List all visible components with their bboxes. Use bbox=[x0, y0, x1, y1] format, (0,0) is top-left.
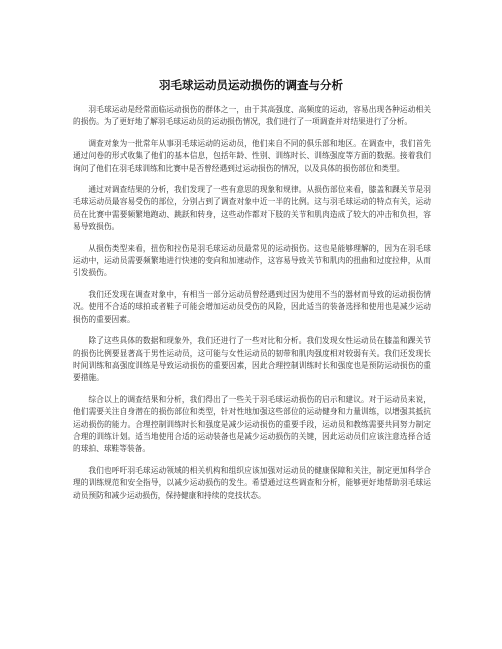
paragraph-8: 我们也呼吁羽毛球运动领域的相关机构和组织应该加强对运动员的健康保障和关注，制定更加科学合理的训练规范和安全指导，以减少运动损伤的发生。希望通过这些调查和分析，能够更好地帮助羽毛球运动员预防和减少运动损伤，保持健康和持续的竞技状态。 bbox=[73, 465, 431, 500]
paragraph-4: 从损伤类型来看，扭伤和拉伤是羽毛球运动员最常见的运动损伤。这也是能够理解的，因为在羽毛球运动中，运动员需要频繁地进行快速的变向和加速动作，这容易导致关节和肌肉的扭曲和过度拉伸，从而引发损伤。 bbox=[73, 243, 431, 278]
document-body bbox=[73, 104, 431, 511]
document-title: 羽毛球运动员运动损伤的调查与分析 bbox=[159, 78, 343, 92]
paragraph-7: 综合以上的调查结果和分析，我们得出了一些关于羽毛球运动损伤的启示和建议。对于运动员来说，他们需要关注自身潜在的损伤部位和类型，针对性地加强这些部位的运动健身和力量训练，以增强其抵抗运动损伤的能力。合理控制训练时长和强度是减少运动损伤的重要手段，运动员和教练需要共同努力制定合理的训练计划。适当地使用合适的运动装备也是减少运动损伤的关键，因此运动员们应该注意选择合适的球拍、球鞋等装备。 bbox=[73, 394, 431, 454]
paragraph-5: 我们还发现在调查对象中，有相当一部分运动员曾经遇到过因为使用不当的器材而导致的运动损伤情况。使用不合适的球拍或者鞋子可能会增加运动员受伤的风险，因此适当的装备选择和使用也是减少运动损伤的重要因素。 bbox=[73, 289, 431, 324]
paragraph-2: 调查对象为一批常年从事羽毛球运动的运动员，他们来自不同的俱乐部和地区。在调查中，我们首先通过问卷的形式收集了他们的基本信息，包括年龄、性别、训练时长、训练强度等方面的数据。接着我们询问了他们在羽毛球训练和比赛中是否曾经遇到过运动损伤的情况，以及具体的损伤部位和类型。 bbox=[73, 138, 431, 173]
paragraph-3: 通过对调查结果的分析，我们发现了一些有意思的现象和规律。从损伤部位来看，膝盖和踝关节是羽毛球运动员最容易受伤的部位，分别占到了调查对象中近一半的比例。这与羽毛球运动的特点有关，运动员在比赛中需要频繁地跑动、跳跃和转身，这些动作都对下肢的关节和肌肉造成了较大的冲击和负担，容易导致损伤。 bbox=[73, 185, 431, 232]
paragraph-6: 除了这些具体的数据和现象外，我们还进行了一些对比和分析。我们发现女性运动员在膝盖和踝关节的损伤比例要显著高于男性运动员，这可能与女性运动员的韧带和肌肉强度相对较弱有关。我们还发现长时间训练和高强度训练是导致运动损伤的重要因素，因此合理控制训练时长和强度也是预防运动损伤的重要措施。 bbox=[73, 336, 431, 383]
paragraph-1: 羽毛球运动是经常面临运动损伤的群体之一，由于其高强度、高频度的运动，容易出现各种运动相关的损伤。为了更好地了解羽毛球运动员的运动损伤情况，我们进行了一项调查并对结果进行了分析。 bbox=[73, 105, 431, 127]
